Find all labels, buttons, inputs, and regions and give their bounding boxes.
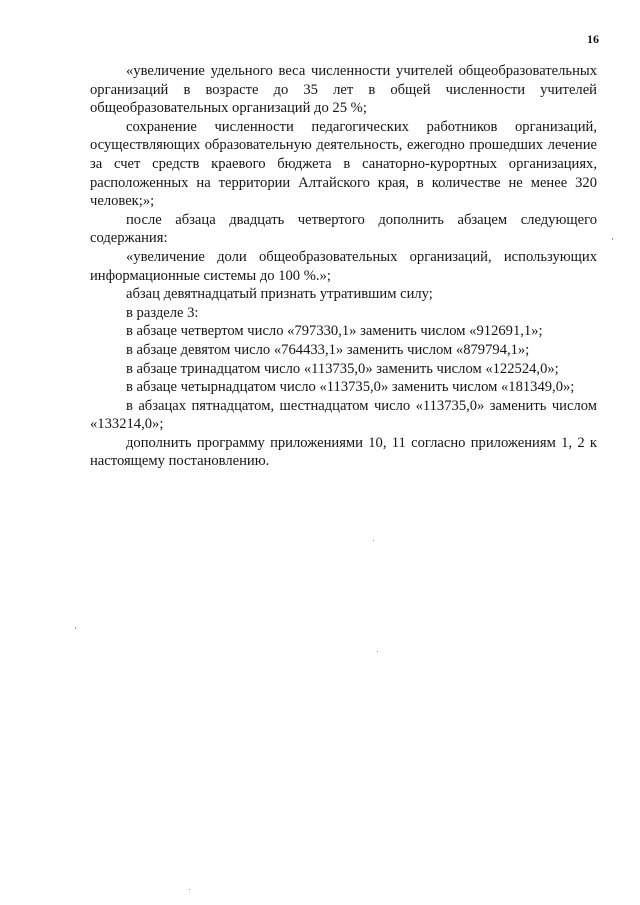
paragraph-staff-treatment: сохранение численности педагогических работников организаций, осуществляющих образовательную деятельность, ежегодно прошедших лечение за счет средств краевого бюджета в санаторно-курортных организациях, расположенных на территории Алтайского края, в количестве не менее 320 человек;»; — [90, 118, 597, 210]
paragraph-amend-9: в абзаце девятом число «764433,1» заменить числом «879794,1»; — [126, 341, 530, 358]
paragraph-amend-14: в абзаце четырнадцатом число «113735,0» заменить числом «181349,0»; — [126, 379, 575, 396]
scan-speck — [373, 540, 374, 541]
paragraph-info-systems: «увеличение доли общеобразовательных организаций, использующих информационные системы до 100 %.»; — [90, 248, 597, 284]
paragraph-amend-4: в абзаце четвертом число «797330,1» заменить числом «912691,1»; — [126, 323, 543, 340]
scan-speck — [377, 651, 378, 652]
paragraph-repeal-19: абзац девятнадцатый признать утратившим силу; — [126, 286, 433, 303]
paragraph-amend-15-16: в абзацах пятнадцатом, шестнадцатом число «113735,0» заменить числом «133214,0»; — [90, 397, 597, 433]
document-body — [90, 62, 597, 471]
paragraph-teachers-share: «увеличение удельного веса численности учителей общеобразовательных организаций в возрасте до 35 лет в общей численности учителей общеобразовательных организаций до 25 %; — [90, 63, 597, 117]
paragraph-add-after-24: после абзаца двадцать четвертого дополнить абзацем следующего содержания: — [90, 211, 597, 247]
paragraph-section-3: в разделе 3: — [126, 304, 199, 321]
page-number: 16 — [587, 32, 599, 46]
scan-speck — [75, 627, 76, 629]
paragraph-appendices: дополнить программу приложениями 10, 11 согласно приложениям 1, 2 к настоящему постановлению. — [90, 434, 597, 470]
scan-speck — [189, 889, 190, 890]
paragraph-amend-13: в абзаце тринадцатом число «113735,0» заменить числом «122524,0»; — [126, 360, 559, 377]
scan-speck — [612, 238, 613, 240]
